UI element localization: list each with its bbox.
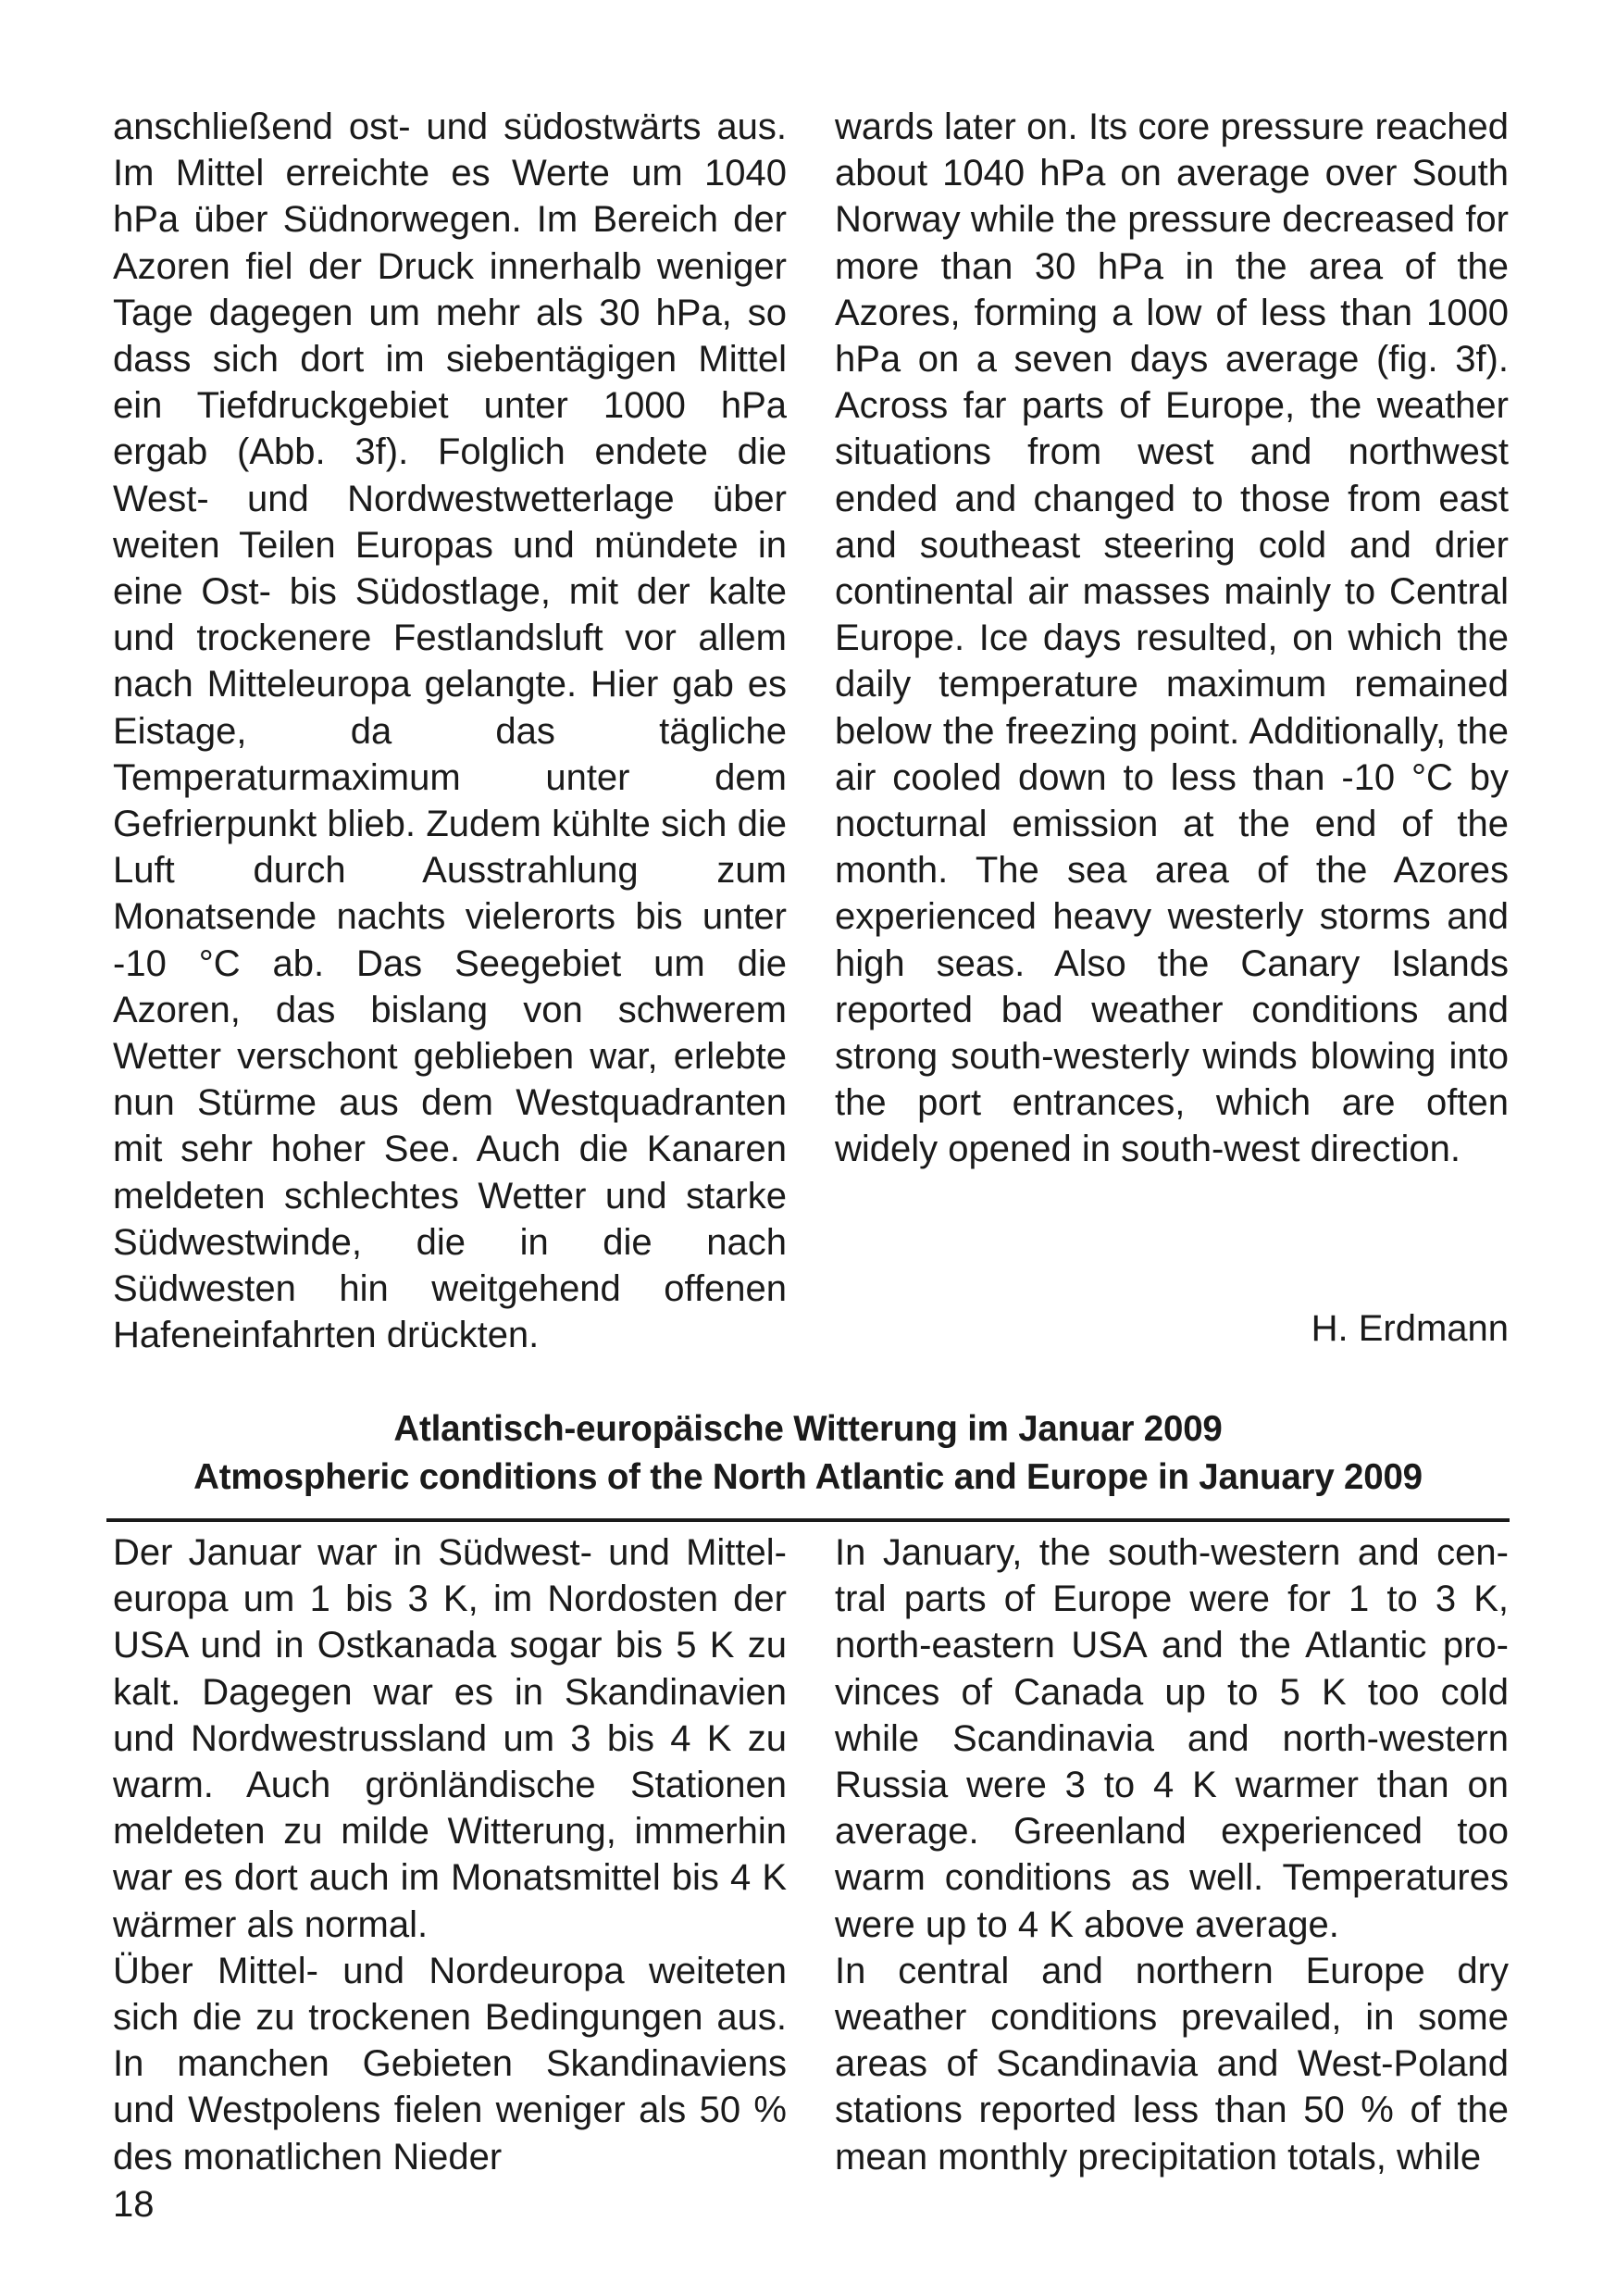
- top-german-column: [113, 104, 787, 1358]
- top-english-paragraph-1: wards later on. Its core pressure reached about 1040 hPa on average over South Norway while the pressure decreased for more than 30 hPa in the area of the Azores, forming a low of less than 1000 hPa on a seven days average (fig. 3f). Across far parts of Europe, the weather situations from west and northwest ended and changed to those from east and southeast steering cold and drier continental air masses mainly to Central Europe. Ice days resulted, on which the daily temperature maximum remained below the freezing point. Additionally, the air cooled down to less than -10 °C by nocturnal emission at the end of the month. The sea area of the Azores experienced heavy westerly storms and high seas. Also the Canary Islands reported bad weather conditions and strong south-westerly winds blowing into the port entrances, which are often widely opened in south-west direction.: [835, 106, 1509, 1170]
- top-english-column: [835, 104, 1509, 1173]
- bottom-german-column: [113, 1529, 787, 2180]
- top-german-paragraph-1: anschließend ost- und südostwärts aus. Im Mittel erreichte es Werte um 1040 hPa über Südnorwegen. Im Bereich der Azoren fiel der Druck innerhalb weniger Tage dagegen um mehr als 30 hPa, so dass sich dort im siebentägigen Mittel ein Tiefdruckgebiet unter 1000 hPa ergab (Abb. 3f). Folglich endete die West- und Nordwestwetterlage über weiten Teilen Europas und mündete in eine Ost- bis Südostlage, mit der kalte und trockenere Festlandsluft vor allem nach Mitteleuropa gelangte. Hier gab es Eistage, da das tägliche Temperaturmaximum unter dem Gefrierpunkt blieb. Zudem kühlte sich die Luft durch Ausstrahlung zum Monatsende nachts vielerorts bis unter -10 °C ab. Das Seegebiet um die Azoren, das bislang von schwerem Wetter verschont geblieben war, erlebte nun Stürme aus dem Westquadranten mit sehr hoher See. Auch die Kanaren meldeten schlechtes Wetter und starke Südwestwinde, die in die nach Südwesten hin weitgehend offenen Hafeneinfahrten drückten.: [113, 106, 787, 1356]
- page-number: 18: [113, 2184, 155, 2225]
- bottom-english-paragraph-1: In January, the south-western and central parts of Europe were for 1 to 3 K, north-eastern USA and the Atlantic provinces of Canada up to 5 K too cold while Scandinavia and north-western Russia were 3 to 4 K warmer than on average. Greenland experienced too warm conditions as well. Temperatures were up to 4 K above average.: [835, 1532, 1509, 1945]
- section-heading-english: Atmospheric conditions of the North Atlantic and Europe in January 2009: [193, 1457, 1423, 1497]
- section-heading-german: Atlantisch-europäische Witterung im Januar 2009: [393, 1409, 1223, 1449]
- bottom-german-paragraph-1: Der Januar war in Südwest- und Mitteleuropa um 1 bis 3 K, im Nordosten der USA und in Ostkanada sogar bis 5 K zu kalt. Dagegen war es in Skandinavien und Nordwestrussland um 3 bis 4 K zu warm. Auch grönländische Stationen meldeten zu milde Witterung, immerhin war es dort auch im Monatsmittel bis 4 K wärmer als normal.: [113, 1532, 787, 1945]
- heading-divider: [106, 1518, 1510, 1522]
- bottom-english-column: [835, 1529, 1509, 2180]
- bottom-english-paragraph-2: In central and northern Europe dry weather conditions prevailed, in some areas of Scandinavia and West-Poland stations reported less than 50 % of the mean monthly precipitation totals, while: [835, 1950, 1509, 2177]
- bottom-german-paragraph-2: Über Mittel- und Nordeuropa weiteten sich die zu trockenen Bedingungen aus. In manchen Gebieten Skandinaviens und Westpolens fielen weniger als 50 % des monatlichen Nieder: [113, 1950, 787, 2177]
- author-signature: H. Erdmann: [1311, 1308, 1509, 1349]
